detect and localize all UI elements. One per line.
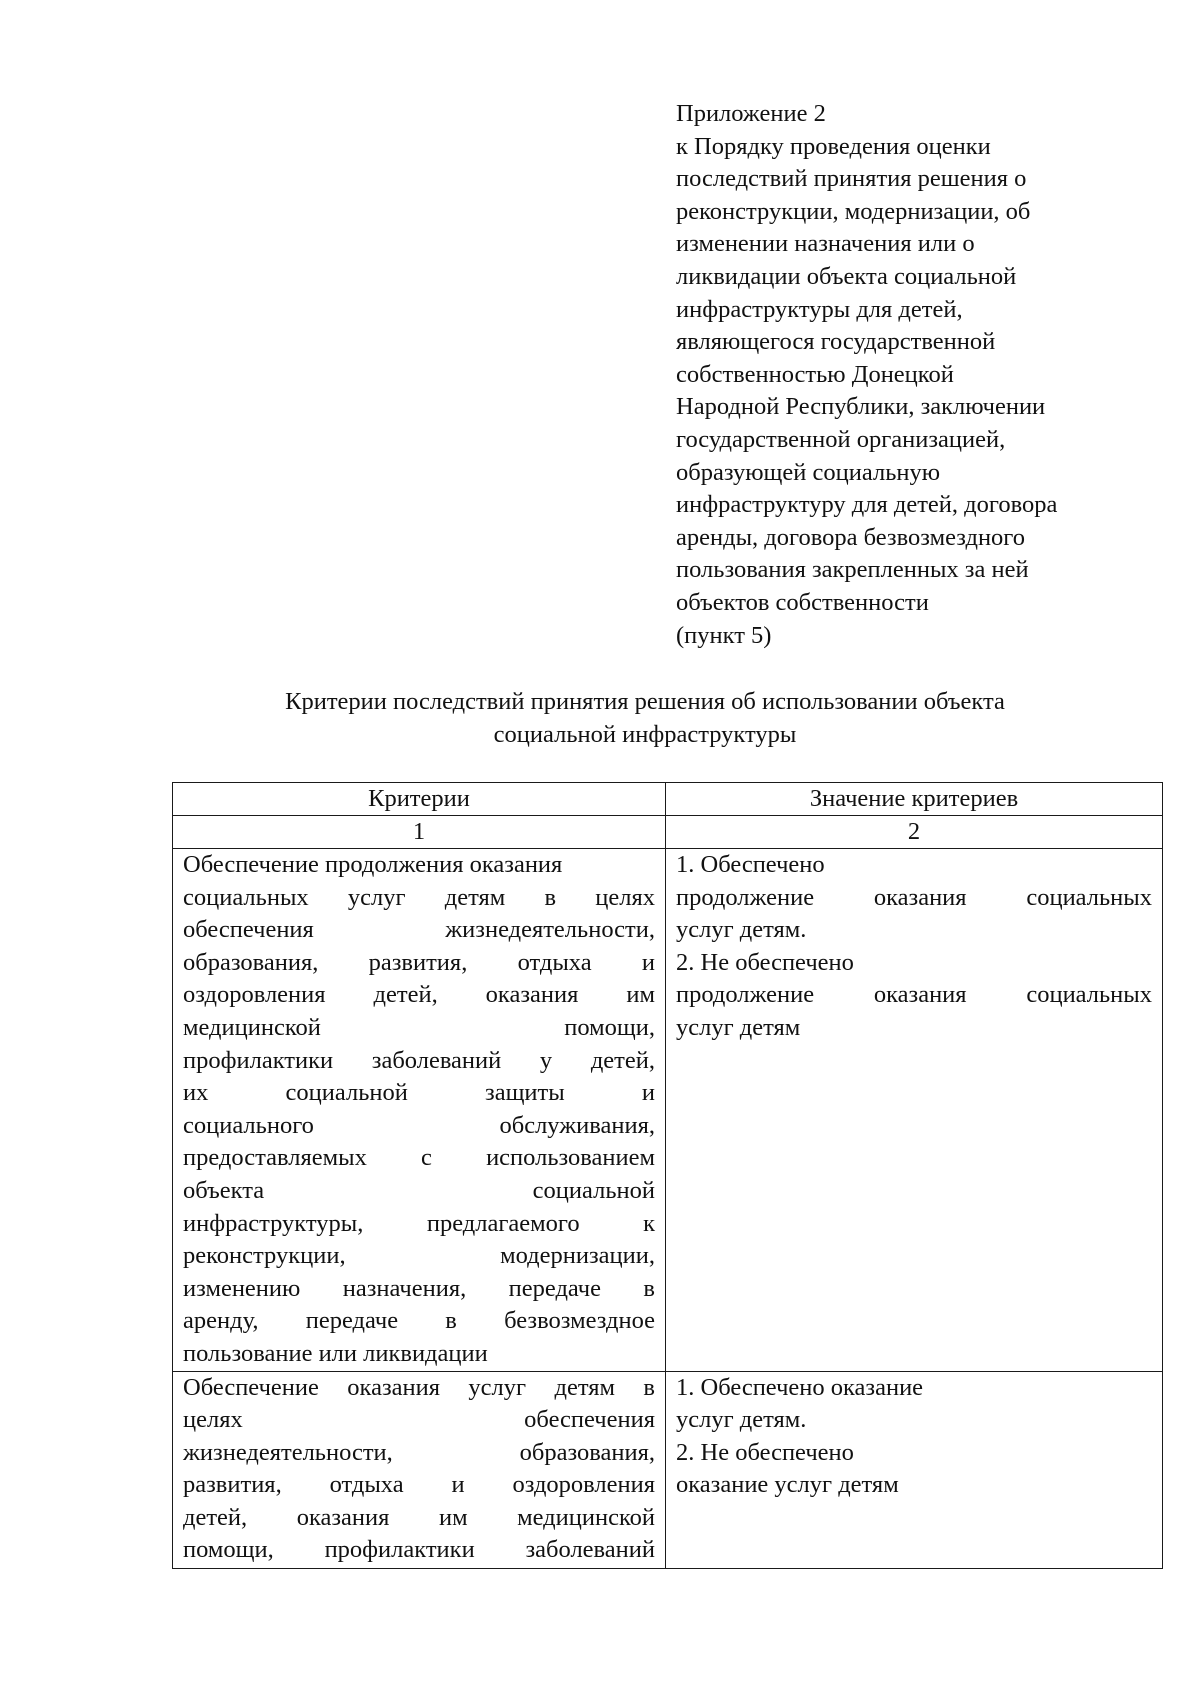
criterion-text: [183, 849, 655, 1371]
header-criteria-value: Значение критериев: [666, 783, 1163, 816]
criterion-line: оздоровления детей, оказания им: [183, 981, 655, 1009]
column-number-2: 2: [666, 816, 1163, 849]
value-line: оказание услуг детям: [676, 1471, 899, 1499]
criterion-cell: [173, 1371, 666, 1568]
criterion-line: их социальной защиты и: [183, 1079, 655, 1107]
header-criteria: Критерии: [173, 783, 666, 816]
appendix-line: изменении назначения или о: [676, 230, 975, 258]
criterion-line: предоставляемых с использованием: [183, 1144, 655, 1172]
value-line: услуг детям: [676, 1013, 801, 1041]
appendix-line: реконструкции, модернизации, об: [676, 197, 1031, 225]
appendix-line: аренды, договора безвозмездного: [676, 523, 1025, 551]
criterion-line: инфраструктуры, предлагаемого к: [183, 1209, 655, 1237]
value-line: продолжение оказания социальных: [676, 981, 1152, 1009]
document-title: [170, 686, 1120, 751]
criterion-value-text: [676, 1372, 1152, 1502]
criterion-line: Обеспечение оказания услуг детям в: [183, 1373, 655, 1401]
appendix-block: [676, 98, 1136, 652]
criterion-cell: [173, 849, 666, 1372]
appendix-line: инфраструктуры для детей,: [676, 295, 963, 323]
value-line: 1. Обеспечено оказание: [676, 1373, 924, 1401]
criterion-line: обеспечения жизнедеятельности,: [183, 916, 655, 944]
title-line-2: социальной инфраструктуры: [493, 720, 797, 748]
appendix-line: являющегося государственной: [676, 328, 996, 356]
criterion-line: социальных услуг детям в целях: [183, 883, 655, 911]
appendix-line: объектов собственности: [676, 588, 929, 616]
table-row: [173, 849, 1163, 1372]
table-row: [173, 1371, 1163, 1568]
criterion-line: пользование или ликвидации: [183, 1339, 488, 1367]
criterion-line: жизнедеятельности, образования,: [183, 1438, 655, 1466]
criterion-line: реконструкции, модернизации,: [183, 1242, 655, 1270]
appendix-line: к Порядку проведения оценки: [676, 132, 991, 160]
appendix-line: пользования закрепленных за ней: [676, 556, 1029, 584]
appendix-line: ликвидации объекта социальной: [676, 262, 1017, 290]
criterion-line: Обеспечение продолжения оказания: [183, 851, 563, 878]
value-line: услуг детям.: [676, 916, 807, 944]
criterion-line: целях обеспечения: [183, 1406, 655, 1434]
value-line: 2. Не обеспечено: [676, 1438, 854, 1466]
appendix-line: государственной организацией,: [676, 425, 1006, 453]
criterion-line: образования, развития, отдыха и: [183, 948, 655, 976]
criterion-line: развития, отдыха и оздоровления: [183, 1471, 655, 1499]
appendix-line: образующей социальную: [676, 458, 941, 486]
criterion-line: помощи, профилактики заболеваний: [183, 1536, 655, 1564]
value-line: услуг детям.: [676, 1406, 807, 1434]
table-header-row: [173, 783, 1163, 816]
criterion-line: аренду, передаче в безвозмездное: [183, 1307, 655, 1335]
criterion-line: детей, оказания им медицинской: [183, 1503, 655, 1531]
criterion-line: медицинской помощи,: [183, 1013, 655, 1041]
value-line: 1. Обеспечено: [676, 851, 825, 878]
criterion-line: изменению назначения, передаче в: [183, 1274, 655, 1302]
appendix-line: Приложение 2: [676, 100, 826, 127]
criteria-table: [172, 782, 1163, 1569]
criterion-value-cell: [666, 849, 1163, 1372]
criterion-line: объекта социальной: [183, 1176, 655, 1204]
criterion-line: профилактики заболеваний у детей,: [183, 1046, 655, 1074]
criterion-text: [183, 1372, 655, 1568]
title-line-1: Критерии последствий принятия решения об использовании объекта: [285, 688, 1005, 715]
appendix-line: инфраструктуру для детей, договора: [676, 491, 1058, 519]
appendix-line: последствий принятия решения о: [676, 165, 1027, 193]
value-line: 2. Не обеспечено: [676, 948, 854, 976]
criterion-line: социального обслуживания,: [183, 1111, 655, 1139]
appendix-line: собственностью Донецкой: [676, 360, 954, 388]
appendix-line: (пункт 5): [676, 621, 772, 649]
criterion-value-text: [676, 849, 1152, 1045]
criterion-value-cell: [666, 1371, 1163, 1568]
value-line: продолжение оказания социальных: [676, 883, 1152, 911]
column-number-1: 1: [173, 816, 666, 849]
table-number-row: [173, 816, 1163, 849]
appendix-line: Народной Республики, заключении: [676, 393, 1046, 421]
